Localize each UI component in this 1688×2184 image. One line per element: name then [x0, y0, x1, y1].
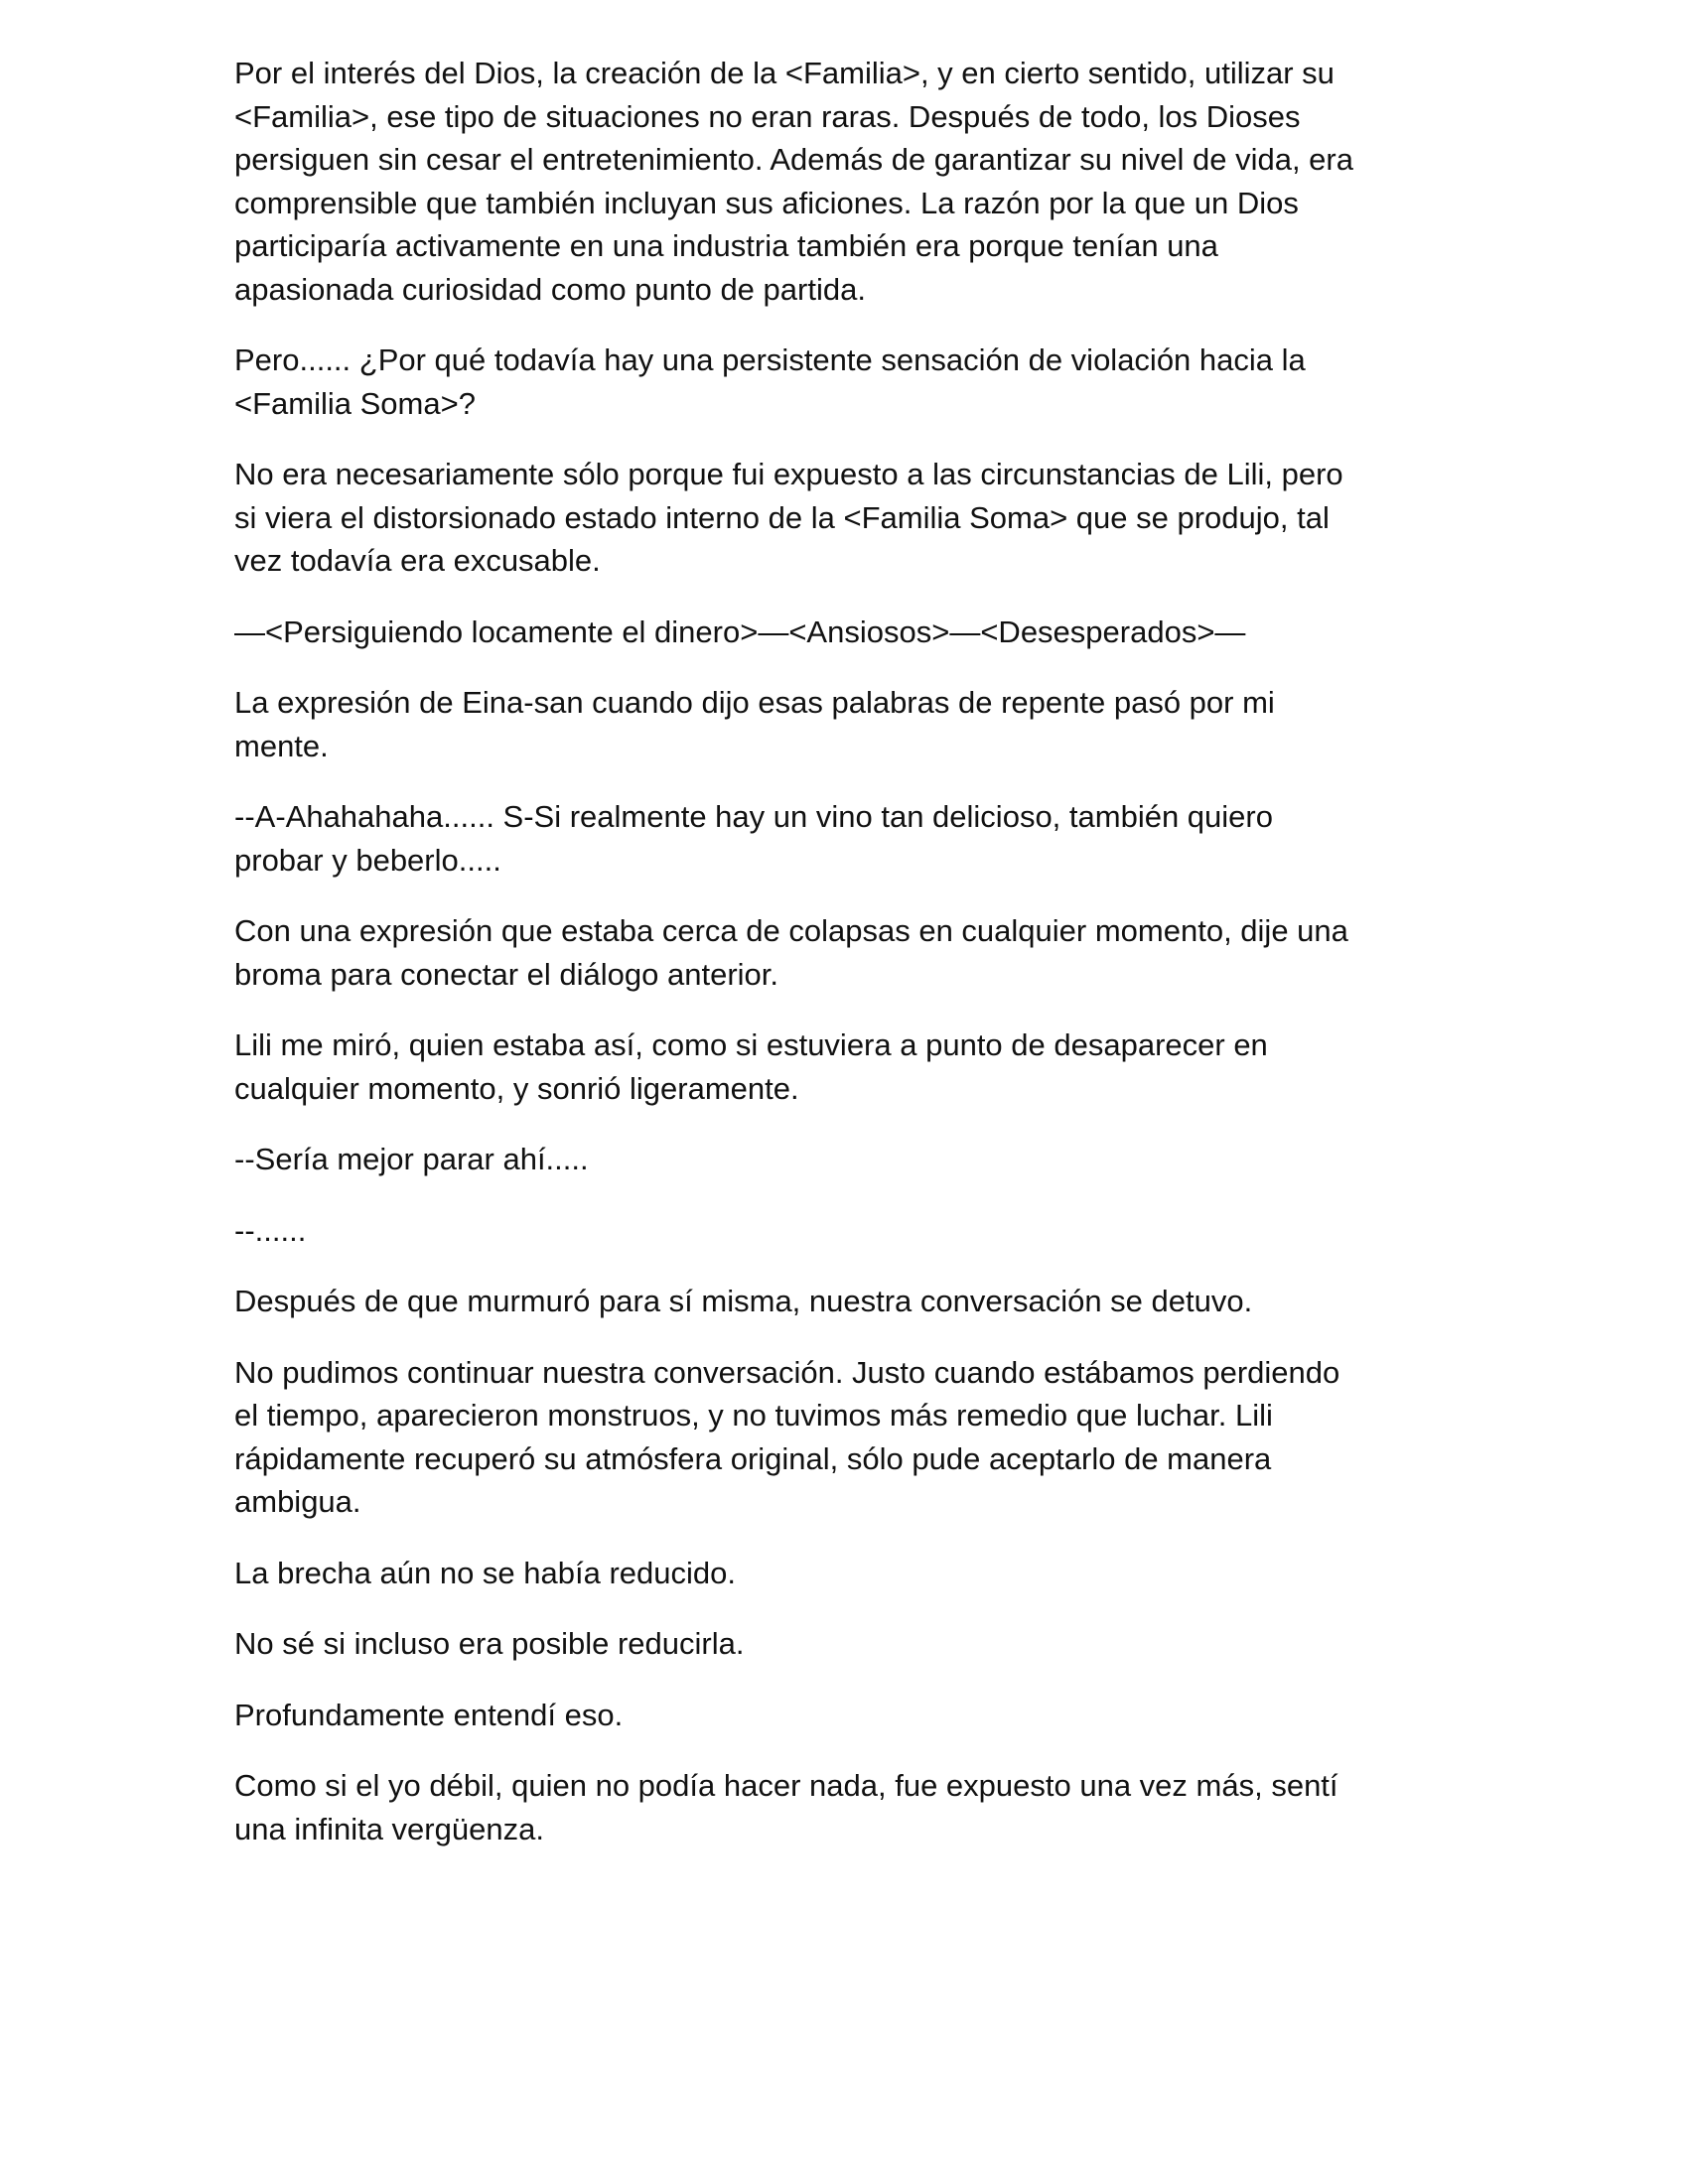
paragraph: Con una expresión que estaba cerca de colapsas en cualquier momento, dije una broma para conectar el diálogo anterior.	[234, 913, 1348, 992]
dialogue-line: --......	[234, 1212, 307, 1248]
document-body	[234, 52, 1466, 1878]
paragraph: Después de que murmuró para sí misma, nuestra conversación se detuvo.	[234, 1284, 1253, 1318]
paragraph: Lili me miró, quien estaba así, como si estuviera a punto de desaparecer en cualquier momento, y sonrió ligeramente.	[234, 1027, 1268, 1106]
paragraph: Por el interés del Dios, la creación de la <Familia>, y en cierto sentido, utilizar su <Familia>, ese tipo de situaciones no eran raras. Después de todo, los Dioses persiguen sin cesar el entretenimiento. Además de garantizar su nivel de vida, era comprensible que también incluyan sus aficiones. La razón por la que un Dios participaría activamente en una industria también era porque tenían una apasionada curiosidad como punto de partida.	[234, 56, 1353, 307]
paragraph: No era necesariamente sólo porque fui expuesto a las circunstancias de Lili, pero si viera el distorsionado estado interno de la <Familia Soma> que se produjo, tal vez todavía era excusable.	[234, 457, 1343, 578]
paragraph: No sé si incluso era posible reducirla.	[234, 1626, 745, 1661]
paragraph: —<Persiguiendo locamente el dinero>—<Ansiosos>—<Desesperados>—	[234, 614, 1246, 649]
paragraph: Pero...... ¿Por qué todavía hay una persistente sensación de violación hacia la <Familia Soma>?	[234, 342, 1306, 421]
paragraph: Como si el yo débil, quien no podía hacer nada, fue expuesto una vez más, sentí una infinita vergüenza.	[234, 1768, 1338, 1846]
paragraph: La expresión de Eina-san cuando dijo esas palabras de repente pasó por mi mente.	[234, 685, 1275, 763]
paragraph: La brecha aún no se había reducido.	[234, 1555, 736, 1590]
dialogue-line: --A-Ahahahaha...... S-Si realmente hay un vino tan delicioso, también quiero probar y beberlo.....	[234, 799, 1273, 878]
paragraph: No pudimos continuar nuestra conversación. Justo cuando estábamos perdiendo el tiempo, aparecieron monstruos, y no tuvimos más remedio que luchar. Lili rápidamente recuperó su atmósfera original, sólo pude aceptarlo de manera ambigua.	[234, 1354, 1340, 1519]
dialogue-line: --Sería mejor parar ahí.....	[234, 1142, 589, 1176]
paragraph: Profundamente entendí eso.	[234, 1697, 624, 1732]
